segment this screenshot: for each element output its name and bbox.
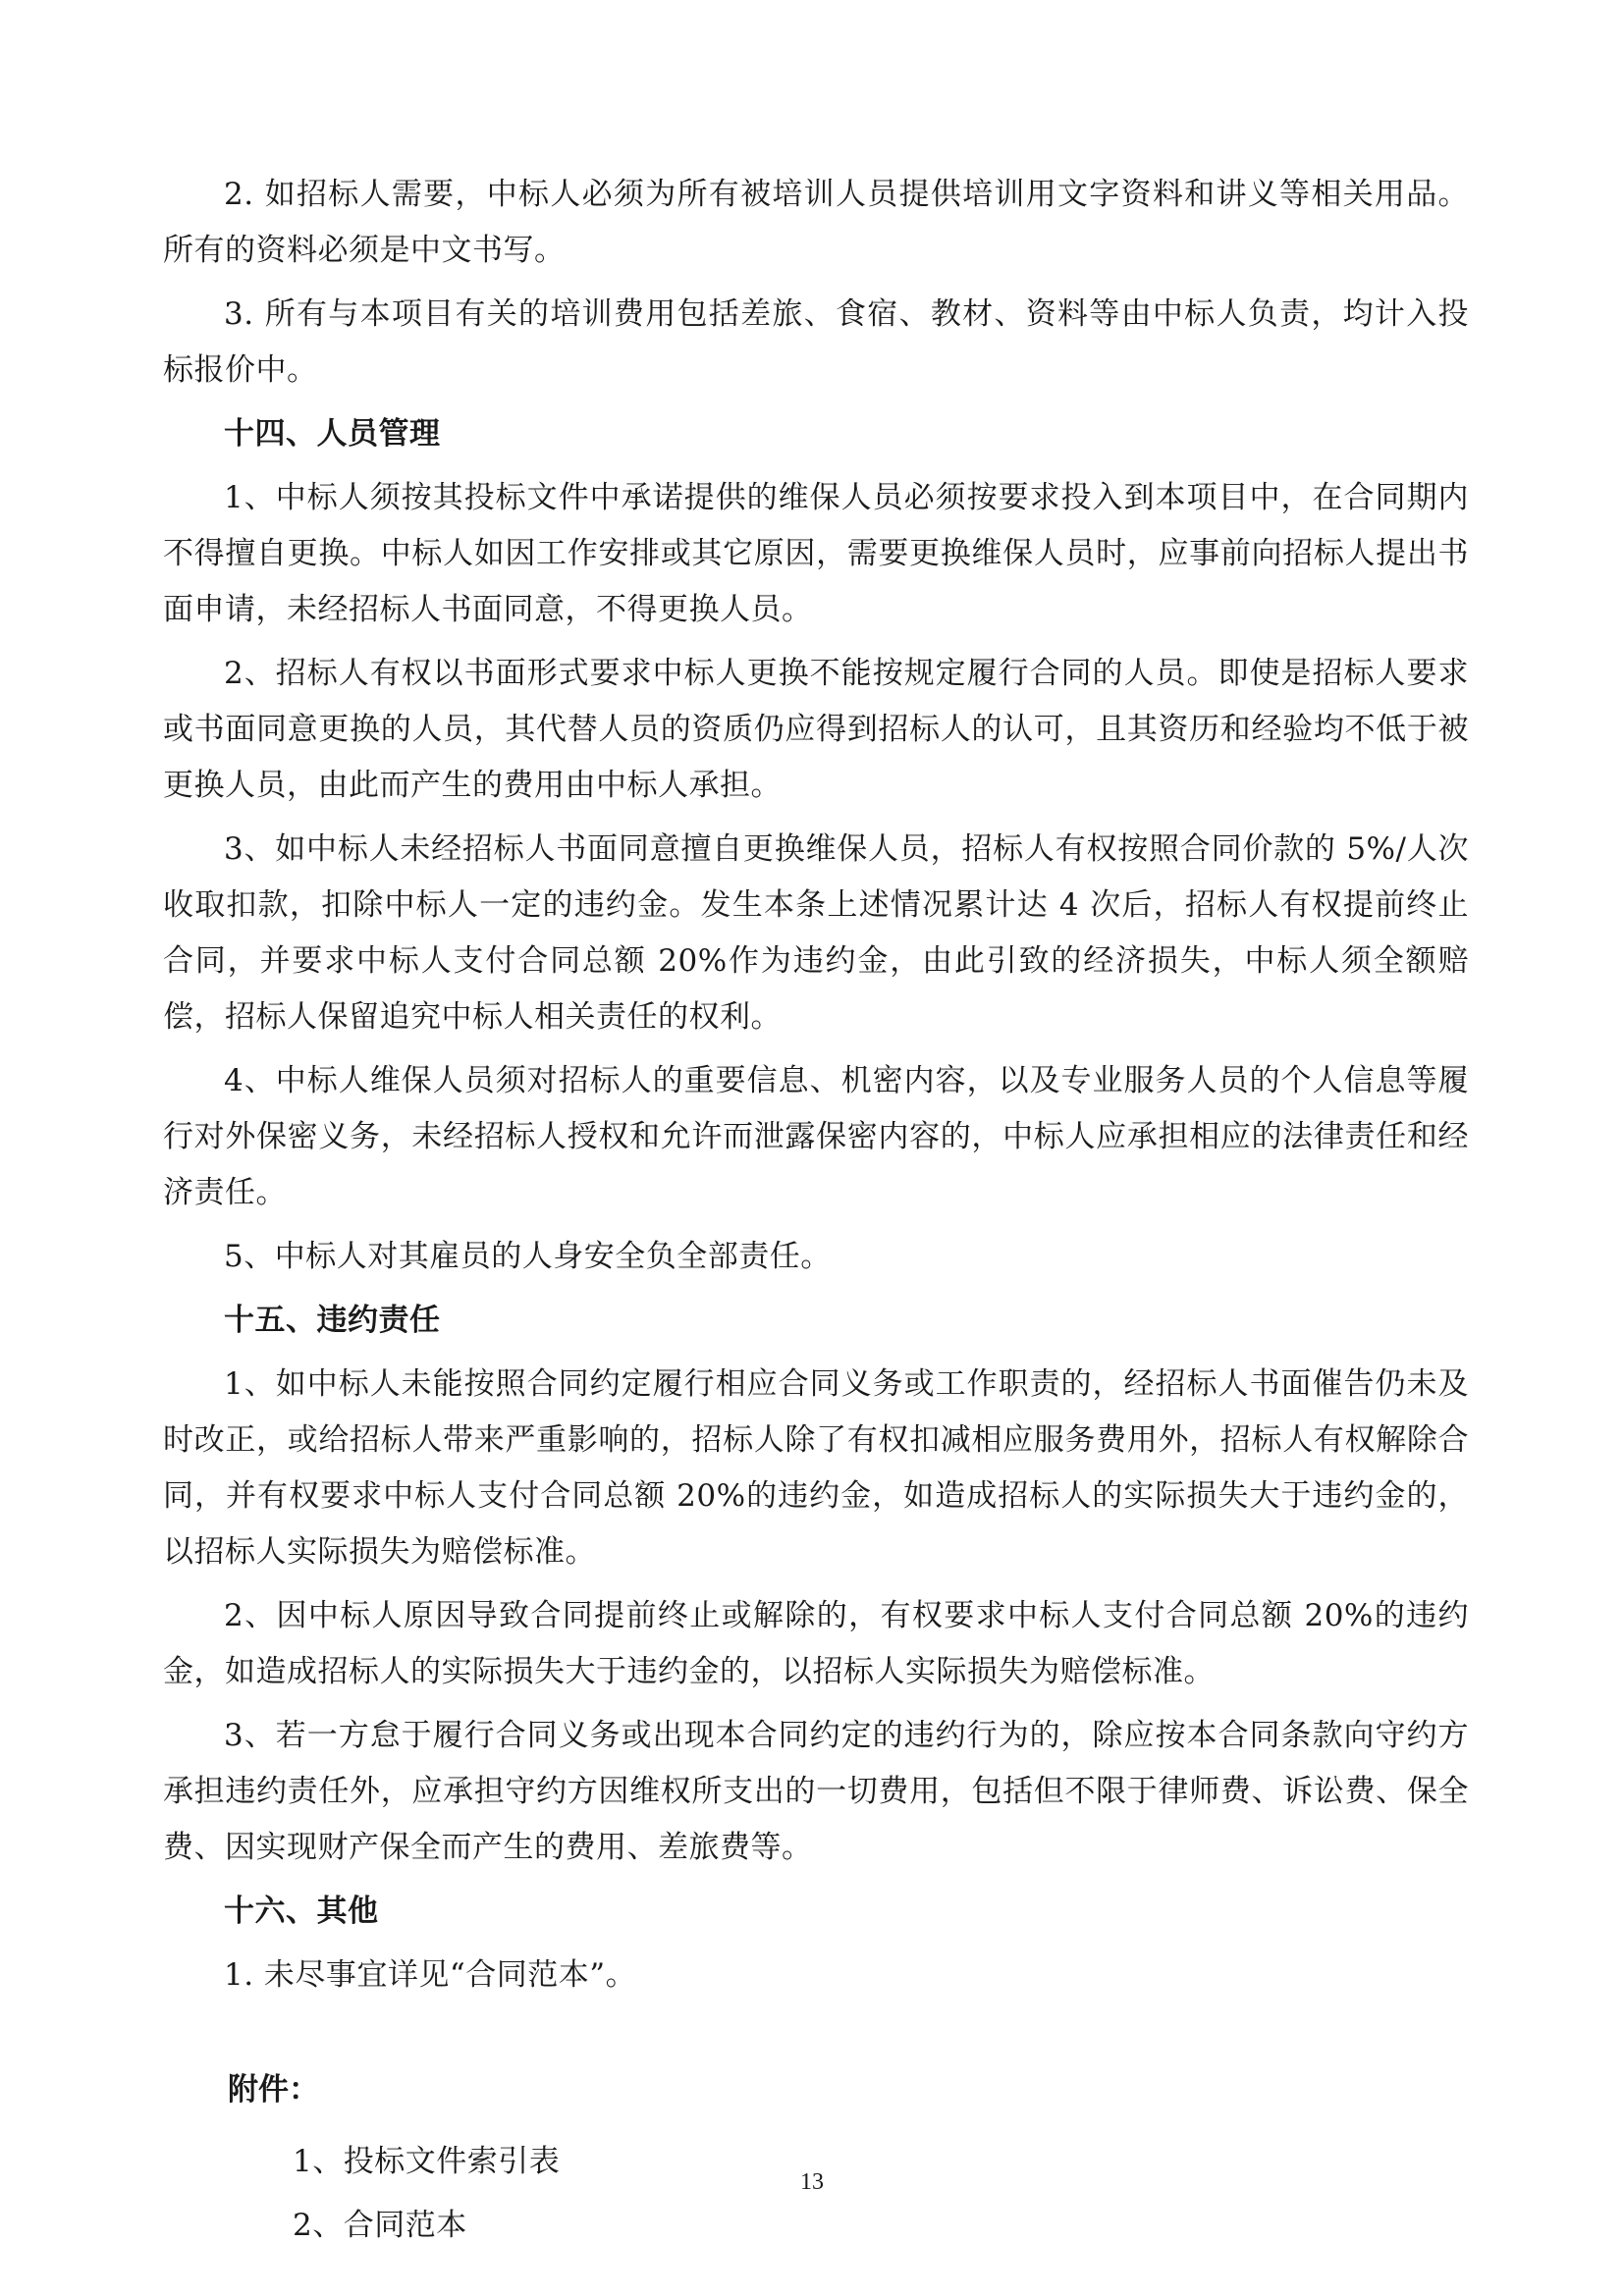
document-body [163,167,1469,2262]
spacer [163,2011,1469,2062]
paragraph-liability-1: 1、如中标人未能按照合同约定履行相应合同义务或工作职责的，经招标人书面催告仍未及时改正，或给招标人带来严重影响的，招标人除了有权扣减相应服务费用外，招标人有权解除合同，并有权要求中标人支付合同总额 20%的违约金，如造成招标人的实际损失大于违约金的，以招标人实际损失为赔偿标准。 [163,1366,1469,1570]
section-heading-other: 十六、其他 [224,1894,379,1929]
paragraph-personnel-3: 3、如中标人未经招标人书面同意擅自更换维保人员，招标人有权按照合同价款的 5%/人次收取扣款，扣除中标人一定的违约金。发生本条上述情况累计达 4 次后，招标人有权提前终止合同，并要求中标人支付合同总额 20%作为违约金，由此引致的经济损失，中标人须全额赔偿，招标人保留追究中标人相关责任的权利。 [163,831,1469,1035]
paragraph-liability-3: 3、若一方怠于履行合同义务或出现本合同约定的违约行为的，除应按本合同条款向守约方承担违约责任外，应承担守约方因维权所支出的一切费用，包括但不限于律师费、诉讼费、保全费、因实现财产保全而产生的费用、差旅费等。 [163,1718,1469,1865]
section-heading-liability: 十五、违约责任 [224,1303,441,1338]
paragraph-personnel-2: 2、招标人有权以书面形式要求中标人更换不能按规定履行合同的人员。即使是招标人要求或书面同意更换的人员，其代替人员的资质仍应得到招标人的认可，且其资历和经验均不低于被更换人员，由此而产生的费用由中标人承担。 [163,656,1469,803]
paragraph-training-costs: 3. 所有与本项目有关的培训费用包括差旅、食宿、教材、资料等由中标人负责，均计入投标报价中。 [163,296,1469,388]
attachment-item-contract-template: 2、合同范本 [293,2208,467,2243]
page-number: 13 [800,2169,824,2195]
section-heading-personnel: 十四、人员管理 [224,416,441,452]
attachments-heading: 附件： [228,2072,319,2108]
paragraph-personnel-1: 1、中标人须按其投标文件中承诺提供的维保人员必须按要求投入到本项目中，在合同期内不得擅自更换。中标人如因工作安排或其它原因，需要更换维保人员时，应事前向招标人提出书面申请，未经招标人书面同意，不得更换人员。 [163,480,1469,627]
paragraph-personnel-4: 4、中标人维保人员须对招标人的重要信息、机密内容，以及专业服务人员的个人信息等履行对外保密义务，未经招标人授权和允许而泄露保密内容的，中标人应承担相应的法律责任和经济责任。 [163,1063,1469,1210]
paragraph-training-materials: 2. 如招标人需要，中标人必须为所有被培训人员提供培训用文字资料和讲义等相关用品。所有的资料必须是中文书写。 [163,177,1469,268]
paragraph-liability-2: 2、因中标人原因导致合同提前终止或解除的，有权要求中标人支付合同总额 20%的违约金，如造成招标人的实际损失大于违约金的，以招标人实际损失为赔偿标准。 [163,1598,1469,1689]
attachment-item-bid-index: 1、投标文件索引表 [293,2144,561,2179]
paragraph-personnel-5: 5、中标人对其雇员的人身安全负全部责任。 [224,1239,832,1274]
paragraph-other-1: 1. 未尽事宜详见“合同范本”。 [224,1957,637,1993]
